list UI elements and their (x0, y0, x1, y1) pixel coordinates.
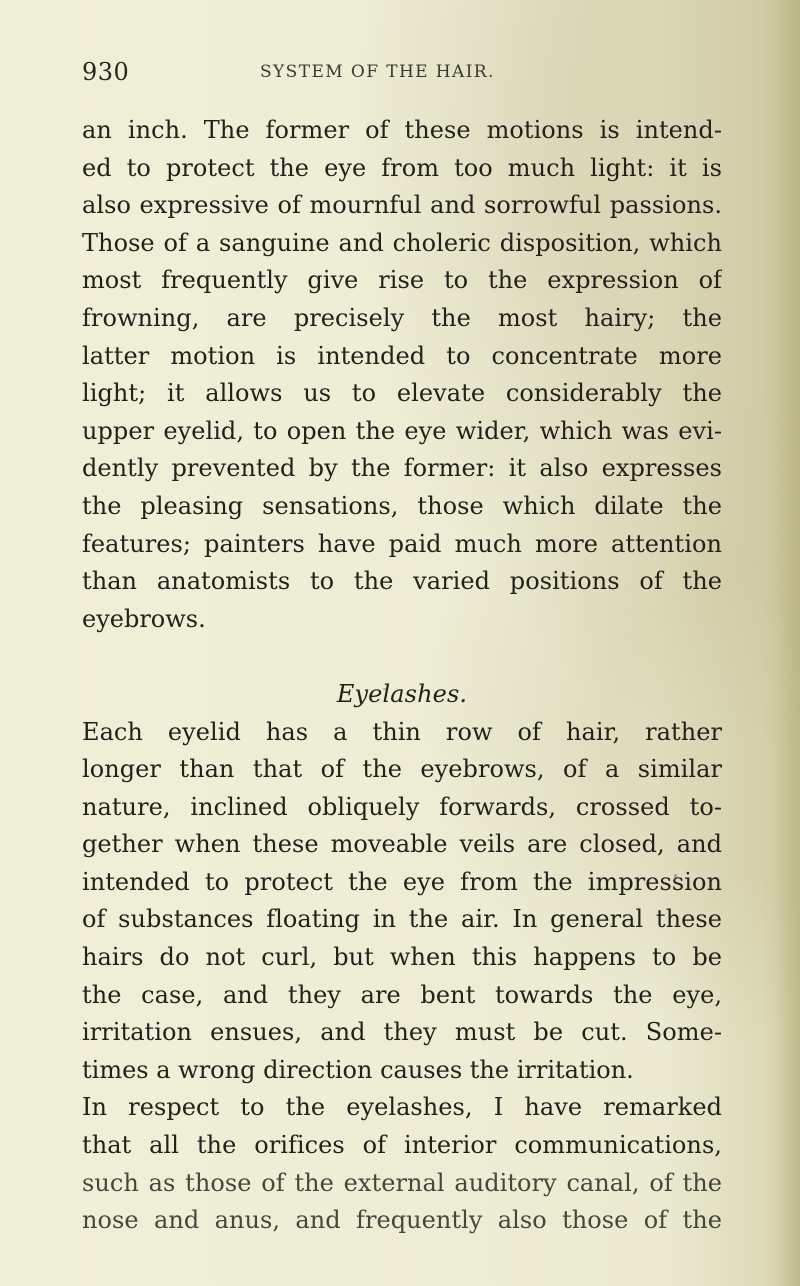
section-text-line: intended to protect the eye from the impression (82, 867, 722, 896)
section-text-line-short: times a wrong direction causes the irritation. (82, 1055, 634, 1084)
ink-speck (674, 874, 677, 878)
text-line: light; it allows us to elevate considerably the (82, 379, 722, 408)
section-text-line: such as those of the external auditory canal, of the (82, 1168, 722, 1197)
text-line: Those of a sanguine and choleric disposition, which (82, 228, 722, 257)
section-text-line: gether when these moveable veils are closed, and (82, 830, 722, 859)
text-line: an inch. The former of these motions is intend- (82, 116, 722, 144)
page-edge-shadow (774, 0, 800, 1286)
section-text-line: that all the orifices of interior communications, (82, 1131, 722, 1160)
ink-speck (383, 688, 388, 690)
section-text-line: of substances floating in the air. In general these (82, 905, 722, 934)
text-line: frowning, are precisely the most hairy; the (82, 303, 722, 332)
running-title: SYSTEM OF THE HAIR. (260, 62, 495, 82)
text-line: also expressive of mournful and sorrowful passions. (82, 191, 722, 220)
main-text (82, 112, 722, 1240)
text-line: ed to protect the eye from too much light: it is (82, 153, 722, 182)
section-text-line: hairs do not curl, but when this happens to be (82, 943, 722, 972)
text-line: upper eyelid, to open the eye wider, which was evi- (82, 416, 722, 445)
page-number: 930 (82, 58, 130, 86)
section-text-line: Each eyelid has a thin row of hair, rather (82, 717, 722, 746)
section-heading: Eyelashes. (336, 679, 468, 708)
section-text-line: In respect to the eyelashes, I have remarked (82, 1093, 722, 1122)
text-line-short: eyebrows. (82, 604, 206, 633)
text-line: most frequently give rise to the expression of (82, 266, 722, 295)
section-text-line: nature, inclined obliquely forwards, crossed to- (82, 792, 722, 821)
text-line: features; painters have paid much more attention (82, 529, 722, 558)
section-text-line: longer than that of the eyebrows, of a similar (82, 755, 722, 784)
page-header (82, 58, 722, 88)
text-line: the pleasing sensations, those which dilate the (82, 491, 722, 520)
section-text-line: irritation ensues, and they must be cut. Some- (82, 1018, 722, 1047)
section-text-line: the case, and they are bent towards the eye, (82, 980, 722, 1009)
section-spacer (82, 638, 722, 676)
text-line: than anatomists to the varied positions of the (82, 567, 722, 596)
text-line: latter motion is intended to concentrate more (82, 341, 722, 370)
section-text-line: nose and anus, and frequently also those of the (82, 1206, 722, 1235)
text-line: dently prevented by the former: it also expresses (82, 454, 722, 483)
